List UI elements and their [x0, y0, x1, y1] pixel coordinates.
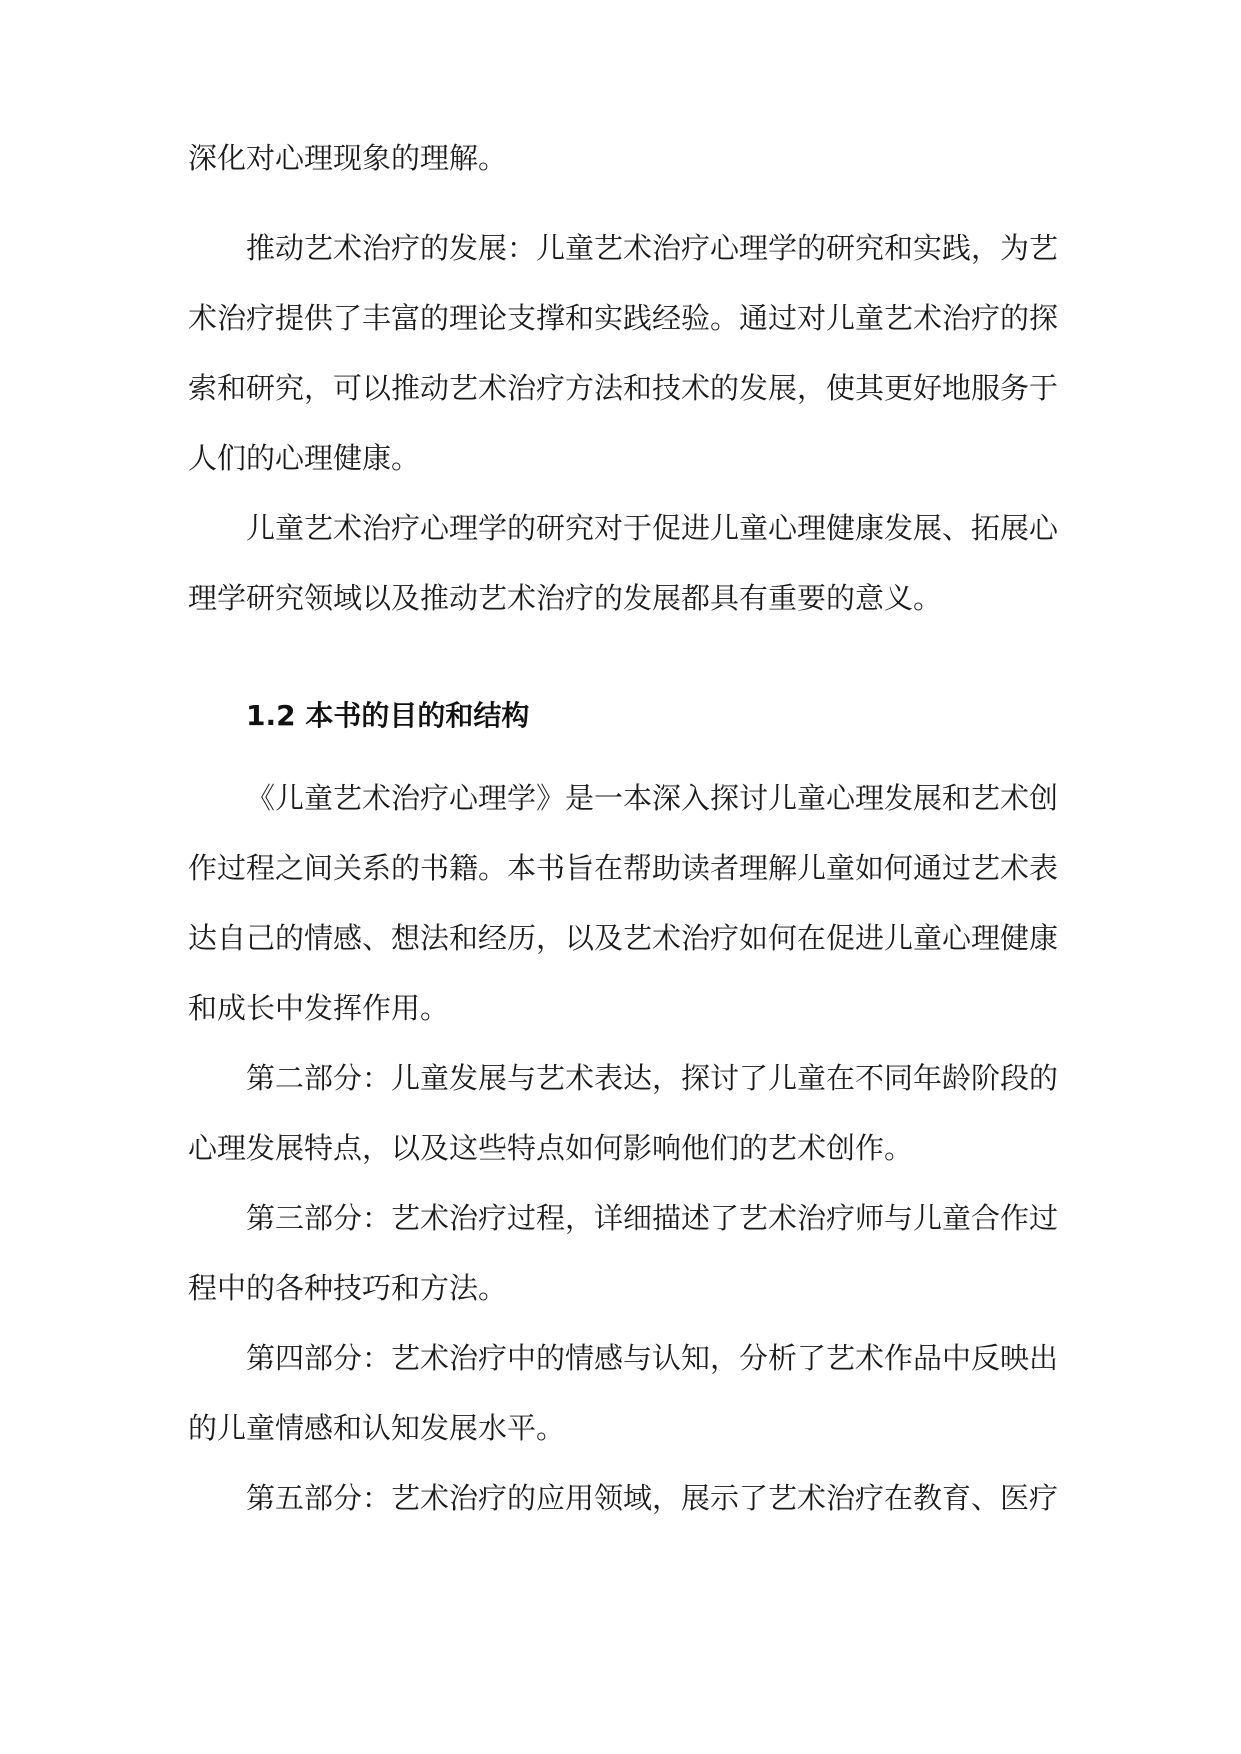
section-heading: 1.2 本书的目的和结构 [246, 699, 530, 732]
text-line: 术治疗提供了丰富的理论支撑和实践经验。通过对儿童艺术治疗的探 [188, 301, 1059, 335]
text-line: 人们的心理健康。 [188, 441, 421, 475]
text-line: 的儿童情感和认知发展水平。 [188, 1411, 566, 1445]
text-line: 儿童艺术治疗心理学的研究对于促进儿童心理健康发展、拓展心 [246, 511, 1059, 545]
text-line: 心理发展特点，以及这些特点如何影响他们的艺术创作。 [188, 1131, 914, 1165]
text-line: 第三部分：艺术治疗过程，详细描述了艺术治疗师与儿童合作过 [246, 1201, 1059, 1235]
text-line: 《儿童艺术治疗心理学》是一本深入探讨儿童心理发展和艺术创 [246, 781, 1059, 815]
text-line: 第四部分：艺术治疗中的情感与认知，分析了艺术作品中反映出 [246, 1341, 1059, 1375]
text-line: 作过程之间关系的书籍。本书旨在帮助读者理解儿童如何通过艺术表 [188, 851, 1059, 885]
text-line: 推动艺术治疗的发展：儿童艺术治疗心理学的研究和实践，为艺 [246, 231, 1059, 265]
text-line: 和成长中发挥作用。 [188, 991, 450, 1025]
text-line: 深化对心理现象的理解。 [188, 141, 508, 175]
text-line: 第五部分：艺术治疗的应用领域，展示了艺术治疗在教育、医疗 [246, 1481, 1059, 1515]
text-line: 理学研究领域以及推动艺术治疗的发展都具有重要的意义。 [188, 581, 943, 615]
text-line: 第二部分：儿童发展与艺术表达，探讨了儿童在不同年龄阶段的 [246, 1061, 1059, 1095]
text-line: 达自己的情感、想法和经历，以及艺术治疗如何在促进儿童心理健康 [188, 921, 1059, 955]
text-line: 索和研究，可以推动艺术治疗方法和技术的发展，使其更好地服务于 [188, 371, 1059, 405]
text-line: 程中的各种技巧和方法。 [188, 1271, 508, 1305]
